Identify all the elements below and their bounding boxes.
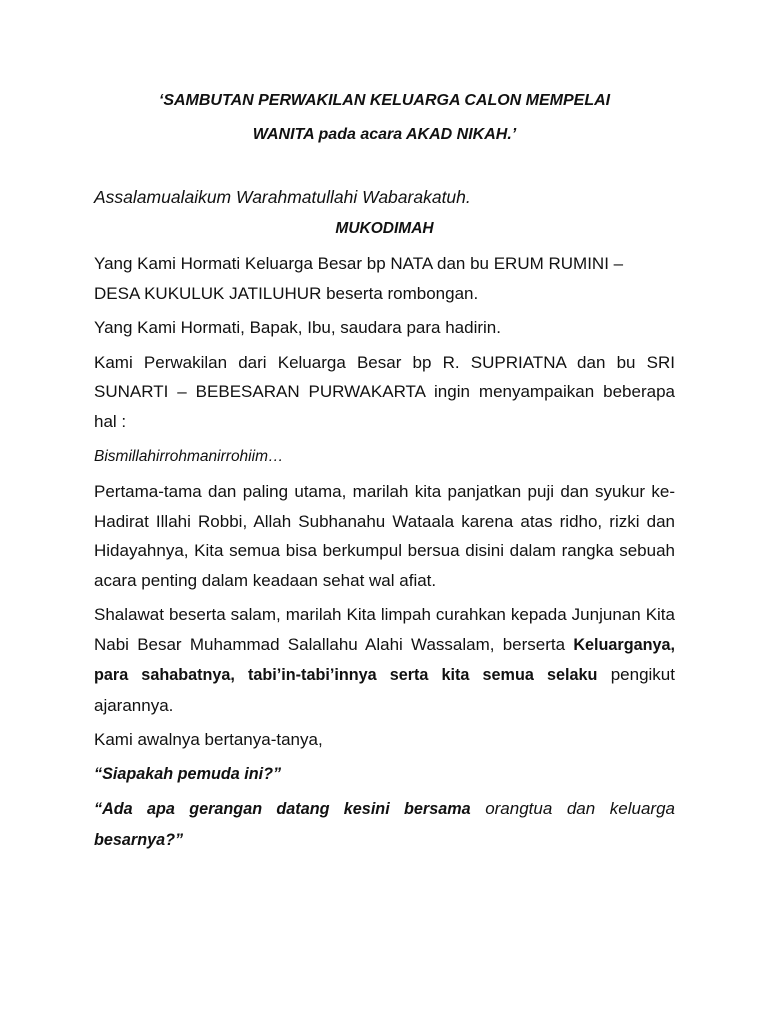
paragraph-1 [94,249,675,308]
quote-2-part-2: orangtua dan keluarga [485,799,675,818]
quote-1: “Siapakah pemuda ini?” [94,764,282,783]
section-heading: MUKODIMAH [335,220,434,237]
paragraph-1-line-2: DESA KUKULUK JATILUHUR beserta rombongan. [94,283,479,303]
quote-2 [94,794,675,855]
title-line-1: ‘SAMBUTAN PERWAKILAN KELUARGA CALON MEMPELAI [158,92,611,109]
paragraph-5 [94,600,675,720]
paragraph-5-part-3: pengikut ajarannya. [94,665,675,715]
paragraph-1-line-1: Yang Kami Hormati Keluarga Besar bp NATA dan bu ERUM RUMINI – [94,254,624,273]
quote-2-part-3: besarnya?” [94,830,184,849]
paragraph-2: Yang Kami Hormati, Bapak, Ibu, saudara para hadirin. [94,318,501,337]
paragraph-5-part-2: Keluarganya, para sahabatnya, tabi’in-tabi’innya serta kita semua selaku [94,635,675,684]
paragraph-3: Kami Perwakilan dari Keluarga Besar bp R. SUPRIATNA dan bu SRI SUNARTI – BEBESARAN PURWAKARTA ingin menyampaikan beberapa hal : [94,352,675,431]
quote-2-part-1: “Ada apa gerangan datang kesini bersama [94,800,471,818]
greeting: Assalamualaikum Warahmatullahi Wabarakatuh. [94,187,471,207]
paragraph-6: Kami awalnya bertanya-tanya, [94,730,323,749]
paragraph-4: Pertama-tama dan paling utama, marilah kita panjatkan puji dan syukur ke-Hadirat Illahi Robbi, Allah Subhanahu Wataala karena atas ridho, rizki dan Hidayahnya, Kita semua bisa berkumpul bersua disini dalam rangka sebuah acara penting dalam keadaan sehat wal afiat. [94,482,675,590]
paragraph-5-part-1: Shalawat beserta salam, marilah Kita limpah curahkan kepada Junjunan Kita Nabi Besar Muhammad Salallahu Alahi Wassalam, berserta [94,605,675,654]
bismillah: Bismillahirrohmanirrohiim… [94,448,284,465]
title-line-2: WANITA pada acara AKAD NIKAH.’ [252,126,517,143]
document-page [94,84,675,855]
